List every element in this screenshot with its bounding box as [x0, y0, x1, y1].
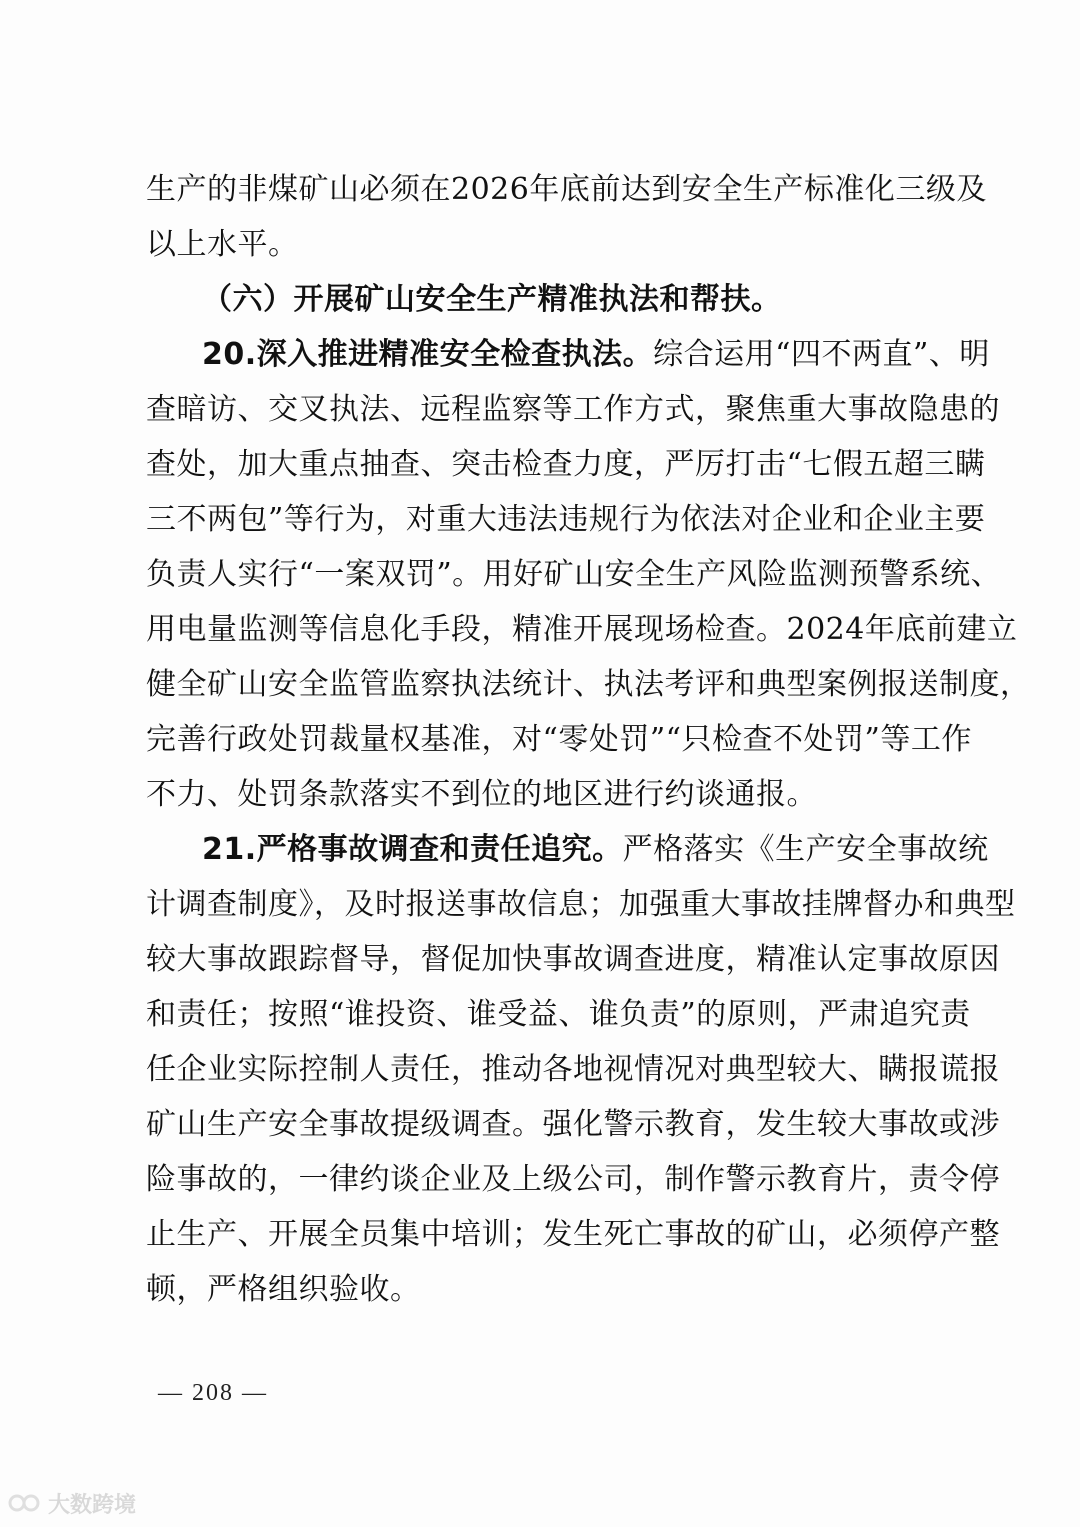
watermark [8, 1488, 136, 1518]
text-line: 止生产、开展全员集中培训；发生死亡事故的矿山，必须停产整 [146, 1217, 1000, 1252]
text-line: 生产的非煤矿山必须在2026年底前达到安全生产标准化三级及 [146, 172, 987, 207]
text-line: 和责任；按照“谁投资、谁受益、谁负责”的原则，严肃追究责 [146, 997, 971, 1032]
item-title: 20.深入推进精准安全检查执法。 [202, 337, 654, 372]
text-line: 以上水平。 [146, 227, 299, 262]
text-line: 不力、处罚条款落实不到位的地区进行约谈通报。 [146, 777, 817, 812]
section-heading: （六）开展矿山安全生产精准执法和帮扶。 [202, 282, 782, 317]
text-line: 用电量监测等信息化手段，精准开展现场检查。2024年底前建立 [146, 612, 1018, 647]
text-line: 任企业实际控制人责任，推动各地视情况对典型较大、瞒报谎报 [146, 1052, 1000, 1087]
text-line: 矿山生产安全事故提级调查。强化警示教育，发生较大事故或涉 [146, 1107, 1000, 1142]
document-body [146, 162, 1031, 1317]
text-line: 险事故的，一律约谈企业及上级公司，制作警示教育片，责令停 [146, 1162, 1000, 1197]
logo-icon [8, 1491, 44, 1515]
text-line: 三不两包”等行为，对重大违法违规行为依法对企业和企业主要 [146, 502, 986, 537]
text-span: 综合运用“四不两直”、明 [653, 337, 990, 372]
text-line: 完善行政处罚裁量权基准，对“零处罚”“只检查不处罚”等工作 [146, 722, 972, 757]
text-line: 负责人实行“一案双罚”。用好矿山安全生产风险监测预警系统、 [146, 557, 1002, 592]
text-line: 健全矿山安全监管监察执法统计、执法考评和典型案例报送制度， [146, 667, 1031, 702]
paragraph-first-line [146, 327, 990, 382]
watermark-text: 大数跨境 [48, 1492, 137, 1518]
text-span: 严格落实《生产安全事故统 [622, 832, 989, 867]
paragraph-first-line [146, 822, 989, 877]
text-line: 较大事故跟踪督导，督促加快事故调查进度，精准认定事故原因 [146, 942, 1000, 977]
item-title: 21.严格事故调查和责任追究。 [202, 832, 623, 867]
text-line: 查暗访、交叉执法、远程监察等工作方式，聚焦重大事故隐患的 [146, 392, 1000, 427]
page-number: — 208 — [158, 1380, 268, 1406]
text-line: 计调查制度》，及时报送事故信息；加强重大事故挂牌督办和典型 [146, 887, 1016, 922]
text-line: 查处，加大重点抽查、突击检查力度，严厉打击“七假五超三瞒 [146, 447, 986, 482]
text-line: 顿，严格组织验收。 [146, 1272, 421, 1307]
